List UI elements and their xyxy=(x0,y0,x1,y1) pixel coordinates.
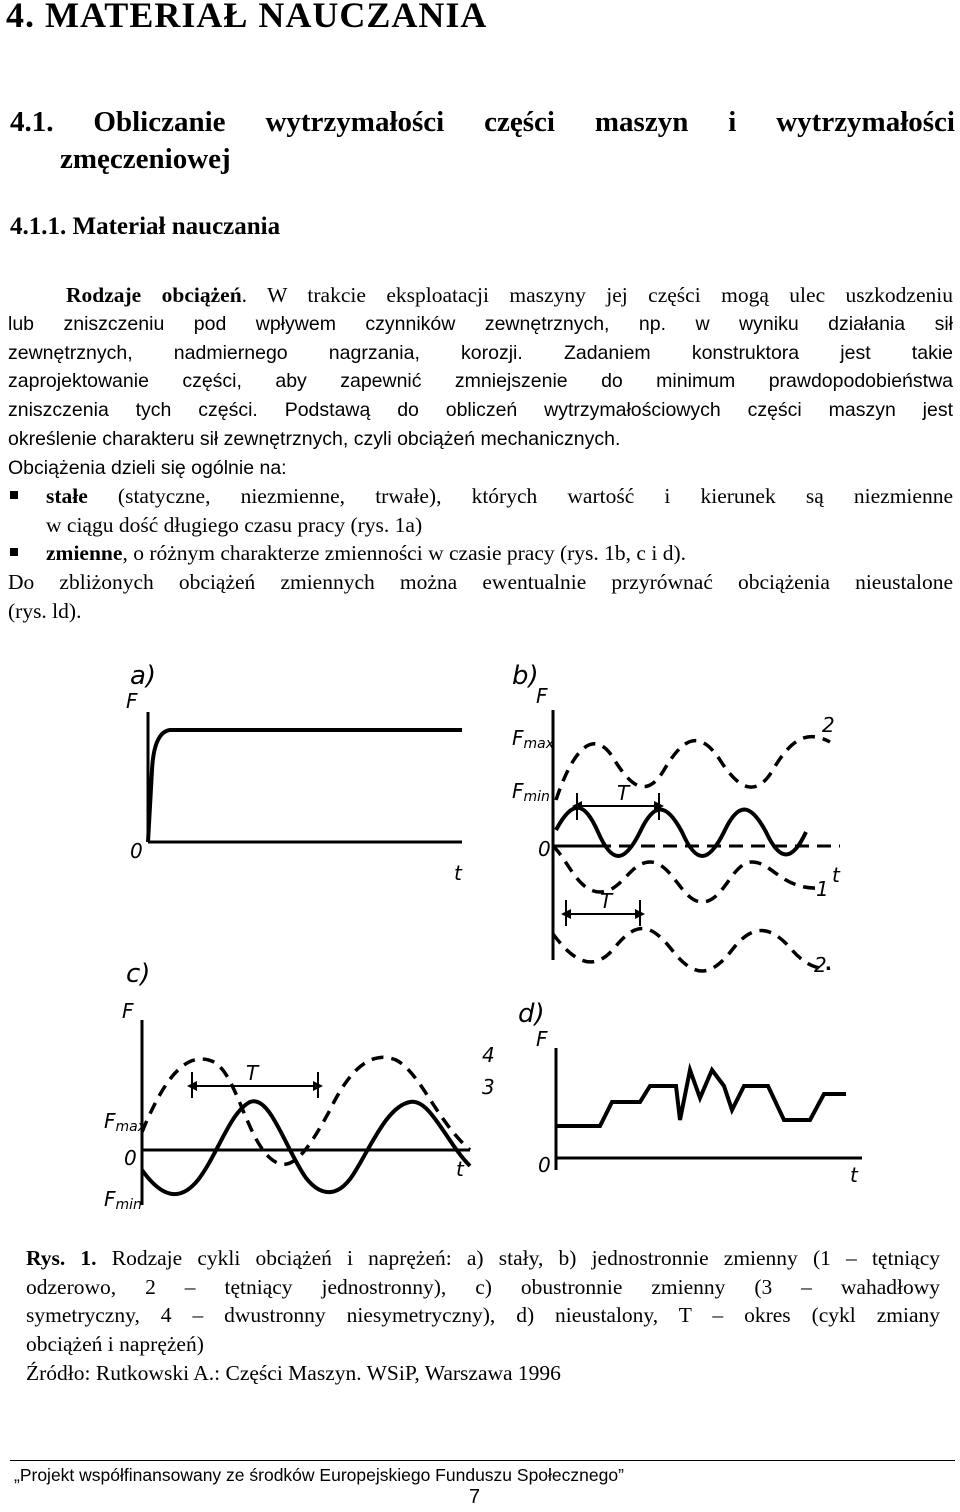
subsection-heading: 4.1.1. Materiał nauczania xyxy=(10,213,281,240)
paragraph-line: Obciążenia dzieli się ogólnie na: xyxy=(8,457,287,479)
panel-c-label: c) xyxy=(126,959,151,989)
panel-b-curve2b-label: 2 xyxy=(814,953,827,977)
bullet-marker xyxy=(10,491,18,499)
panel-c-axis-x: t xyxy=(456,1157,464,1181)
panel-c-axis-y: F xyxy=(122,999,134,1023)
bullet-marker xyxy=(10,548,18,556)
panel-d-label: d) xyxy=(518,999,545,1029)
panel-b-zero: 0 xyxy=(538,837,551,861)
panel-c xyxy=(104,959,495,1213)
paragraph-line: (rys. ld). xyxy=(8,599,82,623)
panel-c-curve3-label: 3 xyxy=(482,1075,495,1099)
paragraph-line: zewnętrznych, nadmiernego nagrzania, korozji. Zadaniem konstruktora jest takie xyxy=(8,342,953,364)
figure-source: Źródło: Rutkowski A.: Części Maszyn. WSiP, Warszawa 1996 xyxy=(26,1361,561,1385)
panel-b-label: b) xyxy=(512,661,539,691)
panel-b-fmin-label: Fmin xyxy=(512,779,550,805)
paragraph-line: Rodzaje obciążeń. W trakcie eksploatacji maszyny jej części mogą ulec uszkodzeniu xyxy=(66,283,953,307)
panel-c-period: T xyxy=(246,1061,259,1085)
panel-a-axis-y: F xyxy=(126,689,138,713)
panel-a-axis-x: t xyxy=(454,861,462,885)
panel-b-axis-y: F xyxy=(536,684,548,708)
panel-b-curve2-label: 2 xyxy=(822,713,835,737)
panel-b-curve1-label: 1 xyxy=(816,877,829,901)
load-cycles-figure xyxy=(0,650,960,1240)
paragraph-line: określenie charakteru sił zewnętrznych, czyli obciążeń mechanicznych. xyxy=(8,428,621,450)
section-heading-line1: 4.1. Obliczanie wytrzymałości części maszyn i wytrzymałości xyxy=(10,106,955,138)
figure-caption-lead: Rys. 1. xyxy=(26,1246,97,1270)
page-number: 7 xyxy=(469,1486,481,1508)
panel-b-curve1-solid xyxy=(556,808,806,856)
panel-c-fmax-label: Fmax xyxy=(104,1109,147,1135)
bullet-item-static-cont: w ciągu dość długiego czasu pracy (rys. 1a) xyxy=(46,513,423,537)
panel-c-zero: 0 xyxy=(124,1146,137,1170)
figure-caption-line: Rys. 1. Rodzaje cykli obciążeń i naprężeń: a) stały, b) jednostronnie zmienny (1 – tętniący xyxy=(26,1246,941,1270)
panel-a-constant-load-curve xyxy=(148,730,462,842)
panel-b xyxy=(512,661,841,977)
panel-d-transient-curve xyxy=(556,1070,846,1126)
paragraph-line: Do zbliżonych obciążeń zmiennych można ewentualnie przyrównać obciążenia nieustalone xyxy=(8,570,953,594)
section-heading-line2: zmęczeniowej xyxy=(60,143,231,175)
panel-a-zero: 0 xyxy=(130,839,143,863)
bullet-item-static: stałe (statyczne, niezmienne, trwałe), których wartość i kierunek są niezmienne xyxy=(46,484,953,508)
footer-divider xyxy=(10,1460,955,1461)
panel-d-axis-y: F xyxy=(536,1027,548,1051)
panel-b-period-bottom: T xyxy=(600,889,613,913)
panel-a xyxy=(126,661,463,885)
panel-c-curve4-label: 4 xyxy=(482,1043,495,1067)
paragraph-lead: Rodzaje obciążeń xyxy=(66,283,242,307)
panel-c-fmin-label: Fmin xyxy=(104,1187,142,1213)
panel-b-fmax-label: Fmax xyxy=(512,726,555,752)
bullet-item-variable: zmienne, o różnym charakterze zmienności w czasie pracy (rys. 1b, c i d). xyxy=(46,541,686,565)
figure-caption-line: obciążeń i naprężeń) xyxy=(26,1332,204,1356)
chapter-heading: 4. MATERIAŁ NAUCZANIA xyxy=(6,0,488,35)
paragraph-line: zaprojektowanie części, aby zapewnić zmniejszenie do minimum prawdopodobieństwa xyxy=(8,370,953,392)
footer-text: „Projekt współfinansowany ze środków Europejskiego Funduszu Społecznego” xyxy=(14,1465,624,1485)
panel-a-label: a) xyxy=(130,661,157,691)
panel-d xyxy=(518,999,862,1187)
panel-d-zero: 0 xyxy=(538,1153,551,1177)
paragraph-line: lub zniszczeniu pod wpływem czynników zewnętrznych, np. w wyniku działania sił xyxy=(8,313,953,335)
paragraph-line: zniszczenia tych części. Podstawą do obliczeń wytrzymałościowych części maszyn jest xyxy=(8,399,953,421)
figure-caption-line: symetryczny, 4 – dwustronny niesymetryczny), d) nieustalony, T – okres (cykl zmiany xyxy=(26,1303,940,1327)
figure-caption-line: odzerowo, 2 – tętniący jednostronny), c) obustronnie zmienny (3 – wahadłowy xyxy=(26,1275,940,1299)
panel-b-period-top: T xyxy=(617,781,630,805)
panel-b-curve2-dashed xyxy=(556,737,830,800)
panel-d-axis-x: t xyxy=(850,1163,858,1187)
panel-b-axis-x: t xyxy=(832,863,840,887)
